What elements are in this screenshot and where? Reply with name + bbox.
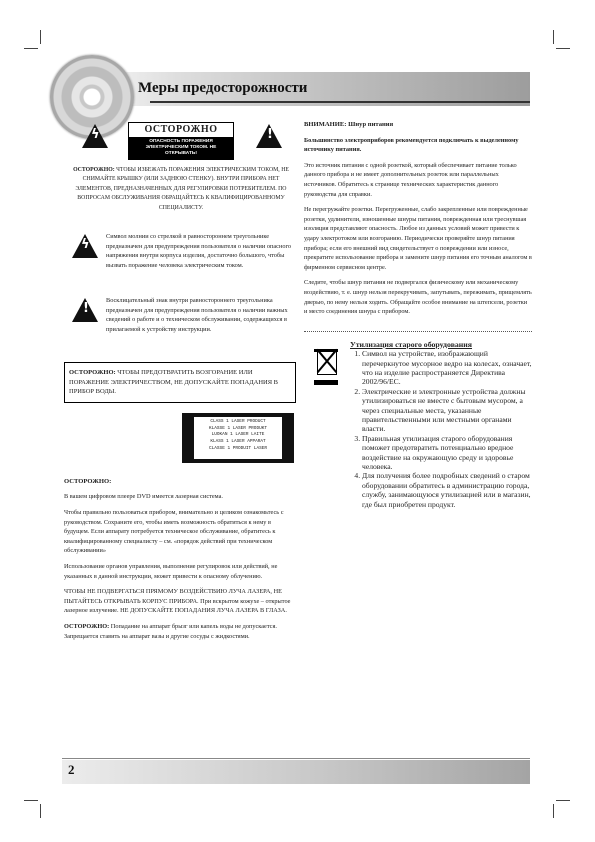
right-paragraph: Не перегружайте розетки. Перегруженные, слабо закрепленные или поврежденные розетки, удлинители, изношенные шнуры питания, поврежденная или треснувшая изоляция представляют опасность. Любое из данных условий может привести к удару электротоком или возгоранию. Периодически проверяйте шнур питания прибора; если его внешний вид свидетельствует о повреждении или износе, прекратите использование прибора и замените шнур питания его точным аналогом в фирменном сервисном центре. <box>304 206 532 271</box>
right-paragraph: Следите, чтобы шнур питания не подвергался физическому или механическому воздействию, т. е. шнур нельзя перекручивать, запутывать, пережимать, прищемлять дверью, по нему нельзя ходить. Обращайте особое внимание на штепсели, розетки и место соединения шнура с прибором. <box>304 279 532 316</box>
water-warning-box <box>64 362 296 403</box>
water-warning-text: ЧТОБЫ ПРЕДОТВРАТИТЬ ВОЗГОРАНИЕ ИЛИ ПОРАЖЕНИЕ ЭЛЕКТРИЧЕСТВОМ, НЕ ДОПУСКАЙТЕ ПОПАДАНИЯ В ПРИБОР ВОДЫ. <box>69 369 279 396</box>
crop-mark <box>556 800 570 801</box>
disposal-section <box>304 340 532 509</box>
laser-label <box>64 413 296 467</box>
crop-mark <box>24 48 38 49</box>
caution-text <box>70 166 292 213</box>
lightning-warning-icon: ϟ <box>82 124 108 148</box>
caution-area <box>64 120 296 228</box>
caution-box <box>128 122 234 160</box>
crop-mark <box>553 30 554 44</box>
crop-mark <box>24 800 38 801</box>
list-item: 2. Электрические и электронные устройства должны утилизироваться не вместе с бытовым мусором, а через специальные места, указанные правительственными или местными органами власти. <box>362 387 532 434</box>
exclamation-explanation-text: Восклицательный знак внутри равностороннего треугольника предназначен для предупреждения пользователя о наличии важных сведений о работе и о техническом обслуживании, содержащихся в прилагаемой к устройству инструкции. <box>106 297 288 333</box>
page-number: 2 <box>68 762 75 777</box>
crop-mark <box>556 48 570 49</box>
divider <box>304 331 532 332</box>
list-item: 4. Для получения более подробных сведений о старом оборудовании обратитесь в администрацию города, службу, занимающуюся утилизацией или в магазин, где был приобретен продукт. <box>362 471 532 509</box>
left-paragraph: ОСТОРОЖНО: Попадание на аппарат брызг или капель воды не допускается. Запрещается ставить на аппарат вазы и другие сосуды с жидкостями. <box>64 622 277 640</box>
laser-label-text: CLASS 1 LASER PRODUCT KLASSE 1 LASER PRODUKT LUOKAN 1 LASER LAITE KLASS 1 LASER APPARAT CLASSE 1 PRODUIT LASER <box>194 417 282 459</box>
left-paragraph: Чтобы правильно пользоваться прибором, внимательно и целиком ознакомьтесь с руководством. Сохраните его, чтобы иметь возможность обратиться к нему в будущем. Если аппарату потребуется техническое обслуживание, обратитесь к квалифицированному специалисту – см. «порядок действий при техническом обслуживании» <box>64 508 284 555</box>
crop-mark <box>553 804 554 818</box>
disposal-title: Утилизация старого оборудования <box>350 339 473 349</box>
lightning-warning-icon: ϟ <box>72 234 98 258</box>
lightning-explanation-text: Символ молнии со стрелкой в равностороннем треугольнике предназначен для предупреждения пользователя о наличии опасного напряжения внутри корпуса изделия, достаточно большого, чтобы вызвать поражение человека электрическим током. <box>106 233 292 269</box>
left-column <box>64 120 296 647</box>
exclamation-explanation <box>64 296 296 356</box>
right-column <box>304 120 532 509</box>
list-item: 3. Правильная утилизация старого оборудования поможет предотвратить потенциально вредное воздействие на окружающую среду и здоровье человека. <box>362 434 532 472</box>
power-cord-subheading: Большинство электроприборов рекомендуется подключать к выделенному источнику питания. <box>304 136 519 154</box>
list-item: 1. Символ на устройстве, изображающий перечеркнутое мусорное ведро на колесах, означает, что на изделие распространяется Директива 2002/96/EC. <box>362 349 532 387</box>
crop-mark <box>40 30 41 44</box>
disposal-text <box>350 340 532 509</box>
caution-text-label: ОСТОРОЖНО: <box>73 167 115 173</box>
crop-mark <box>40 804 41 818</box>
page-title: Меры предосторожности <box>138 80 308 96</box>
right-paragraph: Это источник питания с одной розеткой, который обеспечивает питание только данного прибора и не имеет дополнительных розеток или параллельных источников. Обратитесь к странице технических характеристик данного руководства для справки. <box>304 161 517 198</box>
header-underline <box>150 101 530 103</box>
left-paragraph: ЧТОБЫ НЕ ПОДВЕРГАТЬСЯ ПРЯМОМУ ВОЗДЕЙСТВИЮ ЛУЧА ЛАЗЕРА, НЕ ПЫТАЙТЕСЬ ОТКРЫВАТЬ КОРПУС ПРИБОРА. При вскрытом кожухе – открытое лазерное излучение. НЕ ДОПУСКАЙТЕ ПОПАДАНИЯ ЛУЧА ЛАЗЕРА В ГЛАЗА. <box>64 588 291 615</box>
footer-line <box>62 758 530 759</box>
exclamation-warning-icon: ! <box>256 124 282 148</box>
water-warning-label: ОСТОРОЖНО: <box>69 369 116 376</box>
caution-subtitle: ОПАСНОСТЬ ПОРАЖЕНИЯ ЭЛЕКТРИЧЕСКИМ ТОКОМ. НЕ ОТКРЫВАТЬ! <box>129 137 233 159</box>
footer-band <box>62 760 530 784</box>
left-heading: ОСТОРОЖНО: <box>64 477 112 485</box>
lightning-explanation <box>64 232 296 292</box>
crossed-bin-icon <box>312 344 342 386</box>
caution-title: ОСТОРОЖНО <box>144 124 218 135</box>
left-paragraph: В вашем цифровом плеере DVD имеется лазерная система. <box>64 493 223 501</box>
caution-text-body: ЧТОБЫ ИЗБЕЖАТЬ ПОРАЖЕНИЯ ЭЛЕКТРИЧЕСКИМ ТОКОМ, НЕ СНИМАЙТЕ КРЫШКУ (ИЛИ ЗАДНЮЮ СТЕНКУ). ВНУТРИ ПРИБОРА НЕТ ЭЛЕМЕНТОВ, ПРЕДНАЗНАЧЕННЫХ ДЛЯ РЕГУЛИРОВКИ ПОТРЕБИТЕЛЕМ. ПО ВОПРОСАМ ОБСЛУЖИВАНИЯ ОБРАЩАЙТЕСЬ К КВАЛИФИЦИРОВАННОМУ СПЕЦИАЛИСТУ. <box>75 167 289 211</box>
left-paragraph: Использование органов управления, выполнение регулировок или действий, не указанных в данной инструкции, может привести к опасному облучению. <box>64 562 278 580</box>
power-cord-heading: ВНИМАНИЕ: Шнур питания <box>304 121 394 128</box>
disposal-list <box>350 349 532 509</box>
exclamation-warning-icon: ! <box>72 298 98 322</box>
